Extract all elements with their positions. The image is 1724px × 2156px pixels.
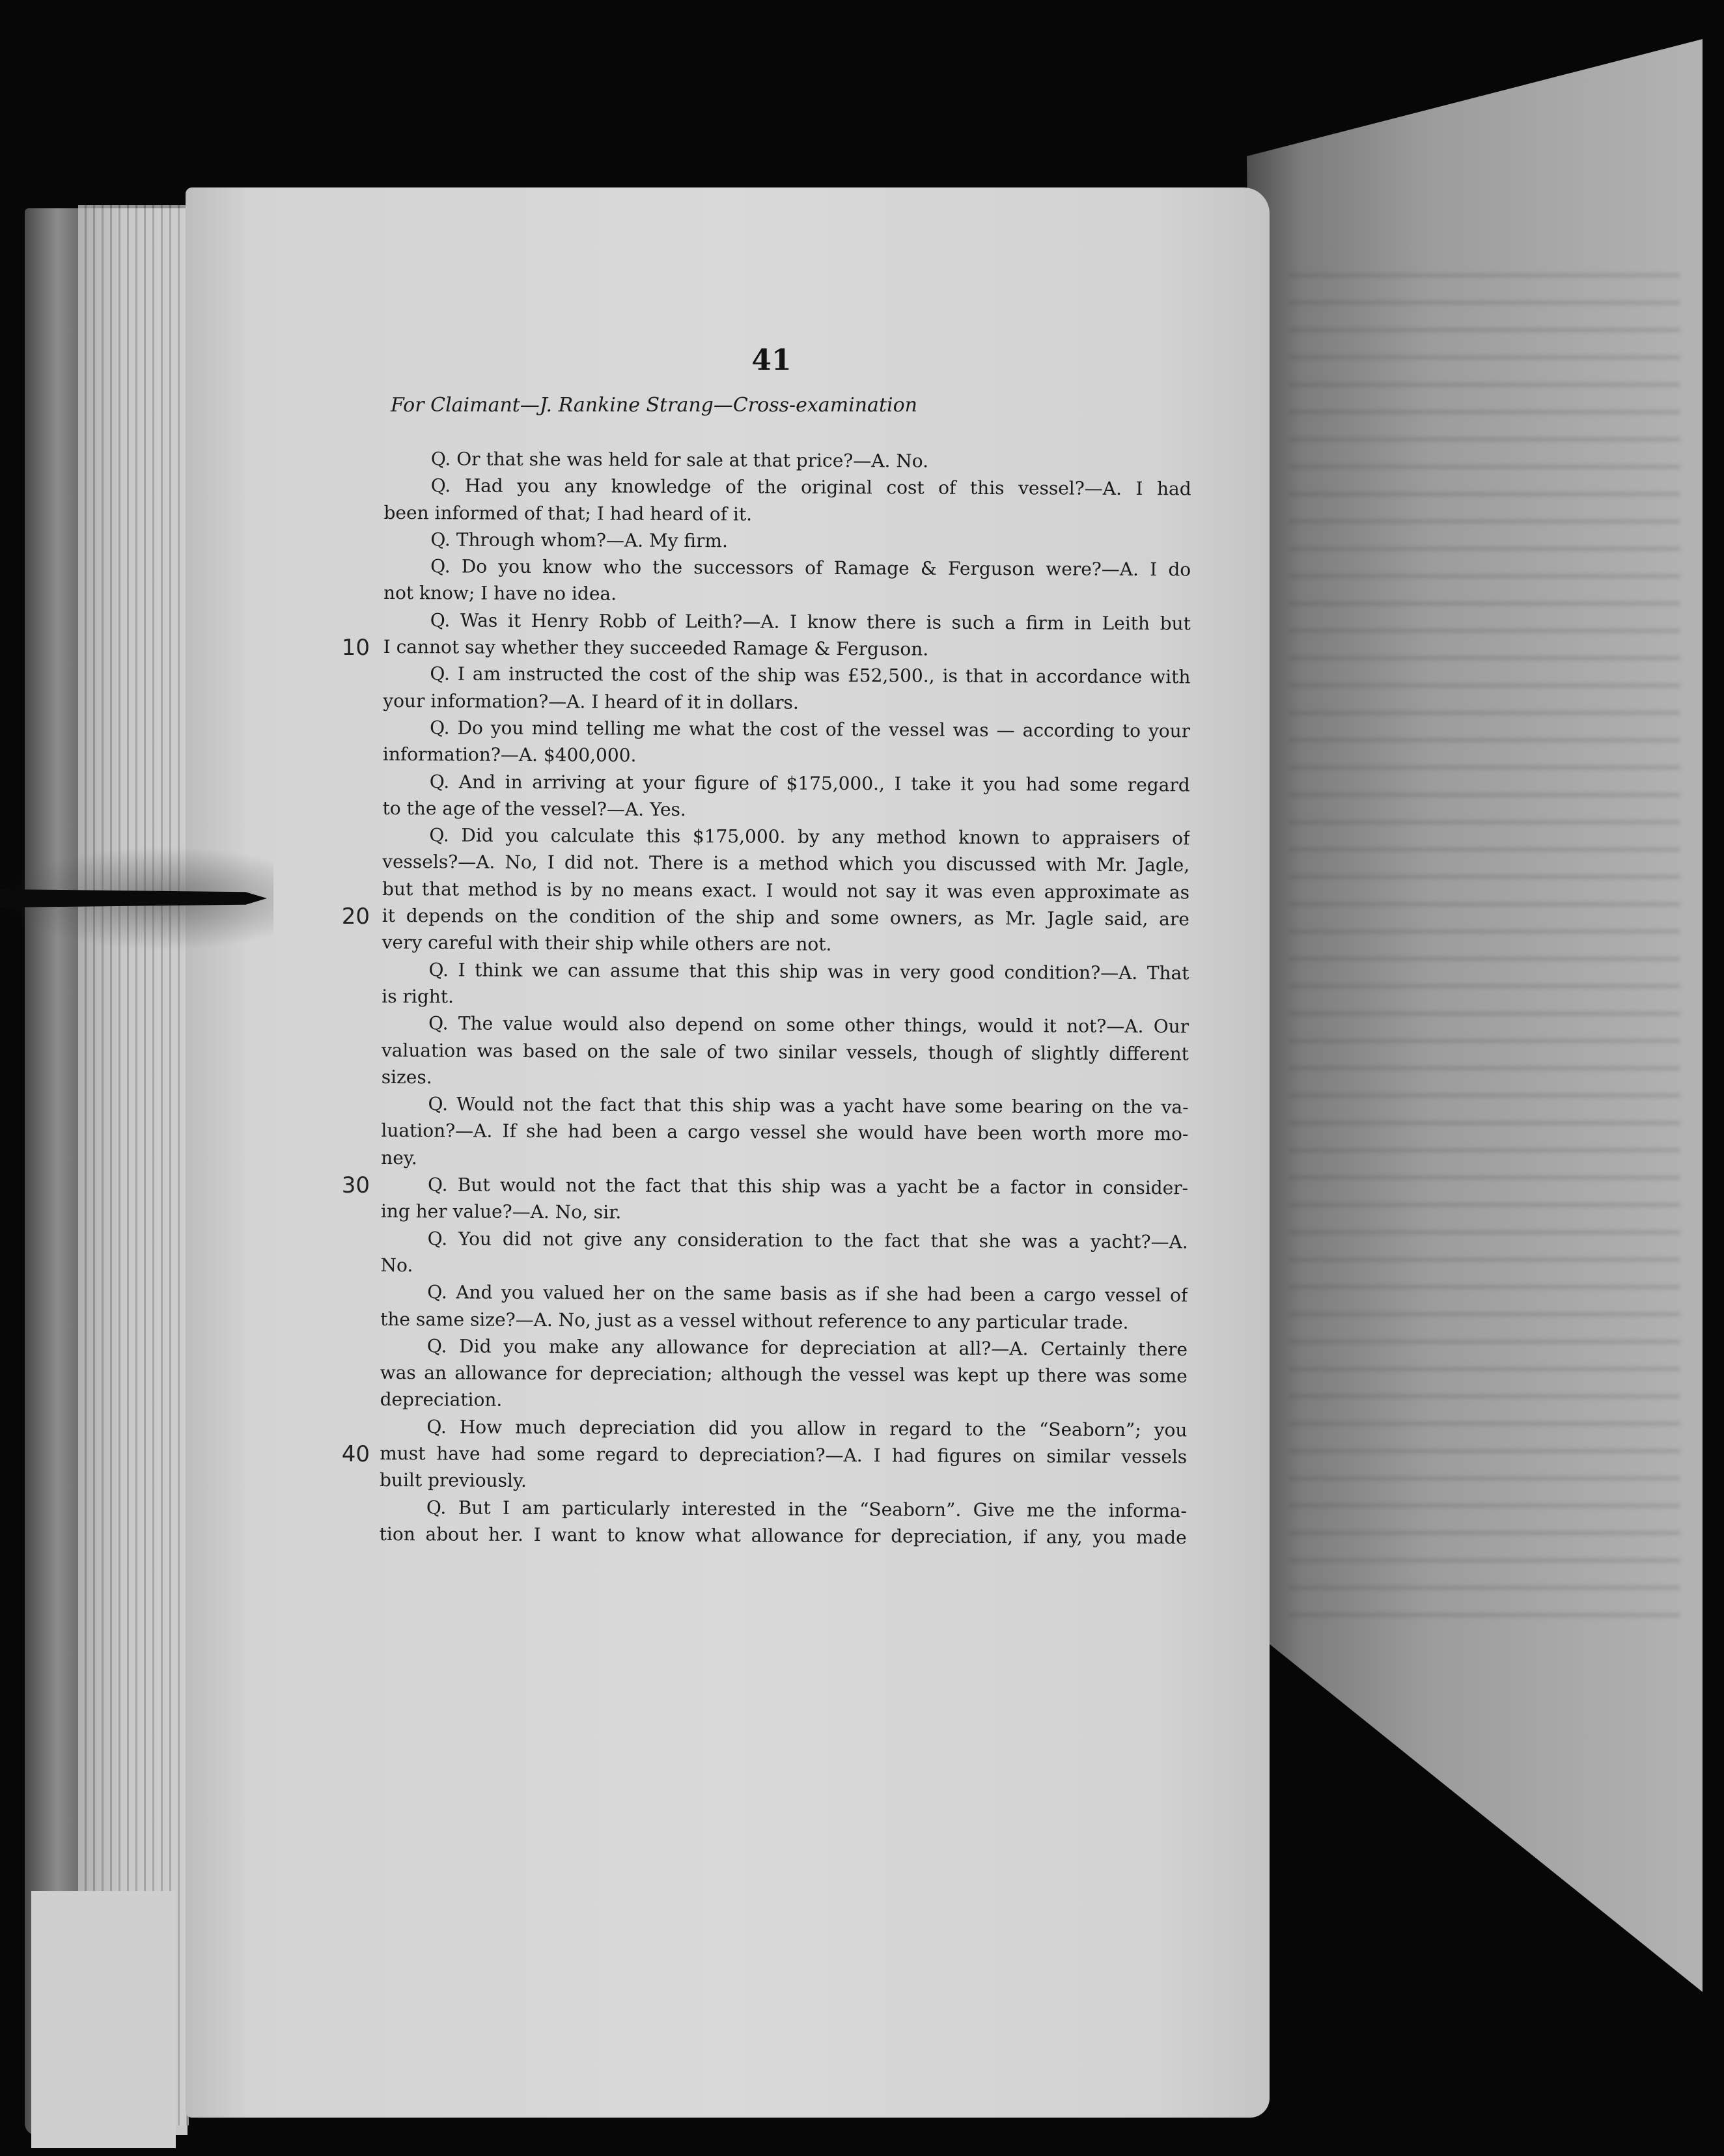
text-line: is right. (382, 985, 454, 1008)
text-line: very careful with their ship while others are not. (382, 932, 832, 956)
page-number: 41 (751, 344, 792, 377)
text-line: Q. But would not the fact that this ship was a yacht be a factor in consider- (427, 1174, 1189, 1199)
text-line: Q. The value would also depend on some other things, would it not?—A. Our (428, 1012, 1189, 1038)
text-line: it depends on the condition of the ship and some owners, as Mr. Jagle said, are (382, 905, 1189, 930)
text-line: Q. I think we can assume that this ship was in very good condition?—A. That (428, 958, 1189, 984)
pointer-stick (0, 889, 267, 907)
text-line: information?—A. $400,000. (382, 743, 637, 766)
text-line: Q. Had you any knowledge of the original cost of this vessel?—A. I had (430, 475, 1191, 500)
grey-card (31, 1891, 176, 2148)
text-line: Q. And you valued her on the same basis as if she had been a cargo vessel of (427, 1281, 1188, 1306)
text-line: valuation was based on the sale of two sinilar vessels, though of slightly different (381, 1039, 1189, 1064)
text-line: ney. (381, 1146, 417, 1168)
text-line: I cannot say whether they succeeded Ramage & Ferguson. (383, 636, 929, 660)
text-line: Q. And in arriving at your figure of $175,000., I take it you had some regard (429, 770, 1190, 795)
book-page-edges-lines (78, 205, 189, 2125)
text-line: Q. You did not give any consideration to the fact that she was a yacht?—A. (427, 1227, 1188, 1253)
text-line: No. (380, 1254, 413, 1277)
text-line: vessels?—A. No, I did not. There is a method which you discussed with Mr. Jagle, (382, 851, 1190, 876)
text-line: Q. Do you mind telling me what the cost of the vessel was — according to your (430, 717, 1191, 742)
margin-line-number: 10 (341, 635, 370, 661)
text-line: Q. Do you know who the successors of Ramage & Ferguson were?—A. I do (430, 555, 1191, 581)
text-line: Q. Was it Henry Robb of Leith?—A. I know there is such a firm in Leith but (430, 609, 1191, 635)
text-line: Q. I am instructed the cost of the ship was £52,500., is that in accordance with (430, 663, 1191, 688)
margin-line-number: 40 (341, 1441, 370, 1468)
text-line: Q. Would not the fact that this ship was a yacht have some bearing on the va- (428, 1093, 1189, 1118)
text-line: luation?—A. If she had been a cargo vessel she would have been worth more mo- (381, 1120, 1189, 1145)
text-line: Q. How much depreciation did you allow in regard to the “Seaborn”; you (426, 1415, 1188, 1441)
text-line: the same size?—A. No, just as a vessel without reference to any particular trade. (380, 1308, 1129, 1333)
text-line: Q. Through whom?—A. My firm. (430, 529, 728, 552)
text-line: depreciation. (380, 1389, 503, 1411)
testimony-text (380, 445, 1191, 1551)
text-line: but that method is by no means exact. I would not say it was even approximate as (382, 878, 1190, 904)
text-line: your information?—A. I heard of it in dollars. (383, 689, 799, 713)
text-line: to the age of the vessel?—A. Yes. (382, 797, 686, 820)
text-line: sizes. (381, 1066, 432, 1088)
text-line: Q. Did you calculate this $175,000. by any method known to appraisers of (429, 824, 1190, 850)
text-line: ing her value?—A. No, sir. (380, 1200, 622, 1223)
text-line: Q. Did you make any allowance for depreciation at all?—A. Certainly there (426, 1335, 1188, 1361)
text-line: Q. But I am particularly interested in the “Seaborn”. Give me the informa- (426, 1496, 1187, 1521)
running-head: For Claimant—J. Rankine Strang—Cross-examination (391, 394, 917, 417)
text-line: tion about her. I want to know what allowance for depreciation, if any, you made (379, 1523, 1187, 1549)
text-line: Q. Or that she was held for sale at that price?—A. No. (430, 448, 929, 472)
text-line: not know; I have no idea. (383, 582, 617, 605)
margin-line-number: 30 (341, 1172, 370, 1199)
text-line: must have had some regard to depreciation?—A. I had figures on similar vessels (380, 1442, 1188, 1468)
text-line: been informed of that; I had heard of it. (383, 501, 753, 525)
text-line: built previously. (379, 1469, 527, 1492)
facing-page-text-bleed (1289, 273, 1680, 1640)
margin-line-number: 20 (341, 904, 370, 930)
text-line: was an allowance for depreciation; although the vessel was kept up there was some (380, 1362, 1188, 1387)
